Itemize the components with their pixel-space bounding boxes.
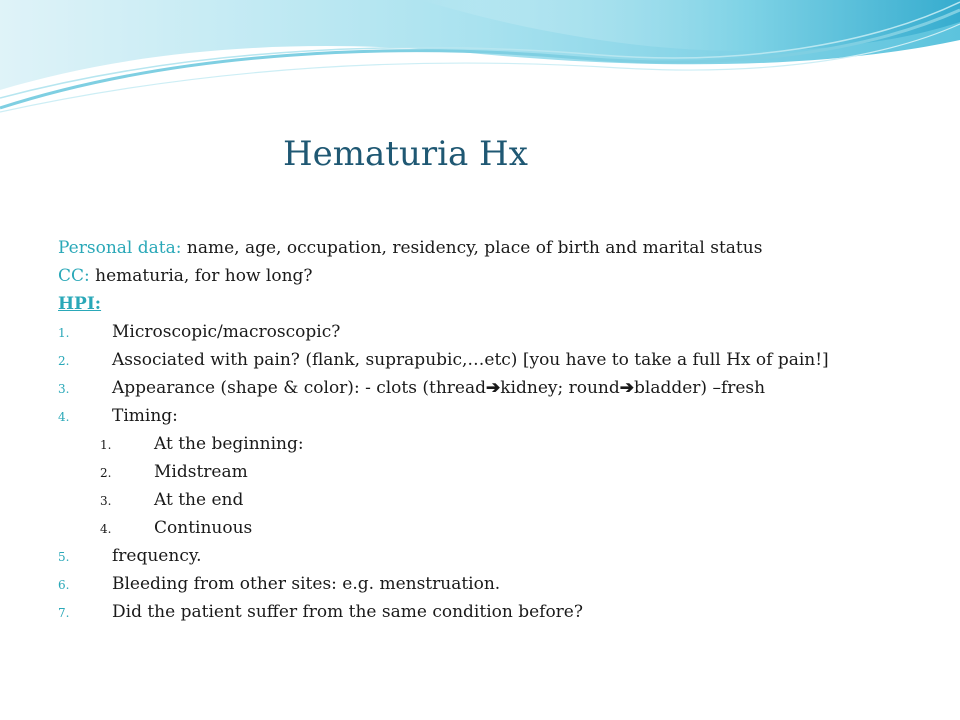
hpi-heading [58, 290, 938, 318]
list-item [58, 402, 938, 430]
list-item-text [112, 374, 765, 402]
sub-list-item-text: At the end [154, 490, 244, 510]
list-item-number: 7. [58, 606, 70, 620]
list-item [58, 374, 938, 402]
list-item-number: 5. [58, 550, 70, 564]
sub-list-item-text: Continuous [154, 518, 253, 538]
personal-data-line [58, 234, 938, 262]
sub-list-item-number: 4. [100, 522, 112, 536]
sub-list-item [58, 486, 938, 514]
list-item-text: Microscopic/macroscopic? [112, 322, 341, 342]
cc-line [58, 262, 938, 290]
sub-list-item-number: 1. [100, 438, 112, 452]
list-item [58, 346, 938, 374]
header-wave-decoration [0, 0, 960, 150]
appearance-text-c: bladder) –fresh [634, 378, 766, 398]
list-item [58, 542, 938, 570]
list-item-number: 2. [58, 354, 70, 368]
list-item [58, 318, 938, 346]
list-item [58, 598, 938, 626]
list-item-number: 6. [58, 578, 70, 592]
sub-list-item-text: Midstream [154, 462, 248, 482]
right-arrow-icon: ➔ [486, 378, 501, 398]
sub-list-item [58, 514, 938, 542]
cc-label: CC: [58, 266, 90, 286]
personal-data-label: Personal data: [58, 238, 182, 258]
sub-list-item-text: At the beginning: [154, 434, 304, 454]
list-item-number: 1. [58, 326, 70, 340]
appearance-text-a: Appearance (shape & color): - clots (thread [112, 378, 486, 398]
list-item-text: Associated with pain? (flank, suprapubic,…etc) [you have to take a full Hx of pain!] [112, 350, 829, 370]
sub-list-item [58, 430, 938, 458]
list-item-text: frequency. [112, 546, 202, 566]
list-item-text: Timing: [112, 406, 178, 426]
appearance-text-b: kidney; round [500, 378, 620, 398]
list-item-text: Did the patient suffer from the same condition before? [112, 602, 583, 622]
list-item-text: Bleeding from other sites: e.g. menstruation. [112, 574, 501, 594]
cc-text: hematuria, for how long? [89, 266, 313, 286]
right-arrow-icon: ➔ [619, 378, 635, 398]
hpi-label: HPI: [58, 294, 102, 314]
list-item-number: 4. [58, 410, 70, 424]
list-item-number: 3. [58, 382, 70, 396]
list-item [58, 570, 938, 598]
sub-list-item [58, 458, 938, 486]
slide-body [58, 234, 938, 626]
sub-list-item-number: 3. [100, 494, 112, 508]
slide-title: Hematuria Hx [283, 134, 528, 174]
personal-data-text: name, age, occupation, residency, place of birth and marital status [181, 238, 763, 258]
sub-list-item-number: 2. [100, 466, 112, 480]
